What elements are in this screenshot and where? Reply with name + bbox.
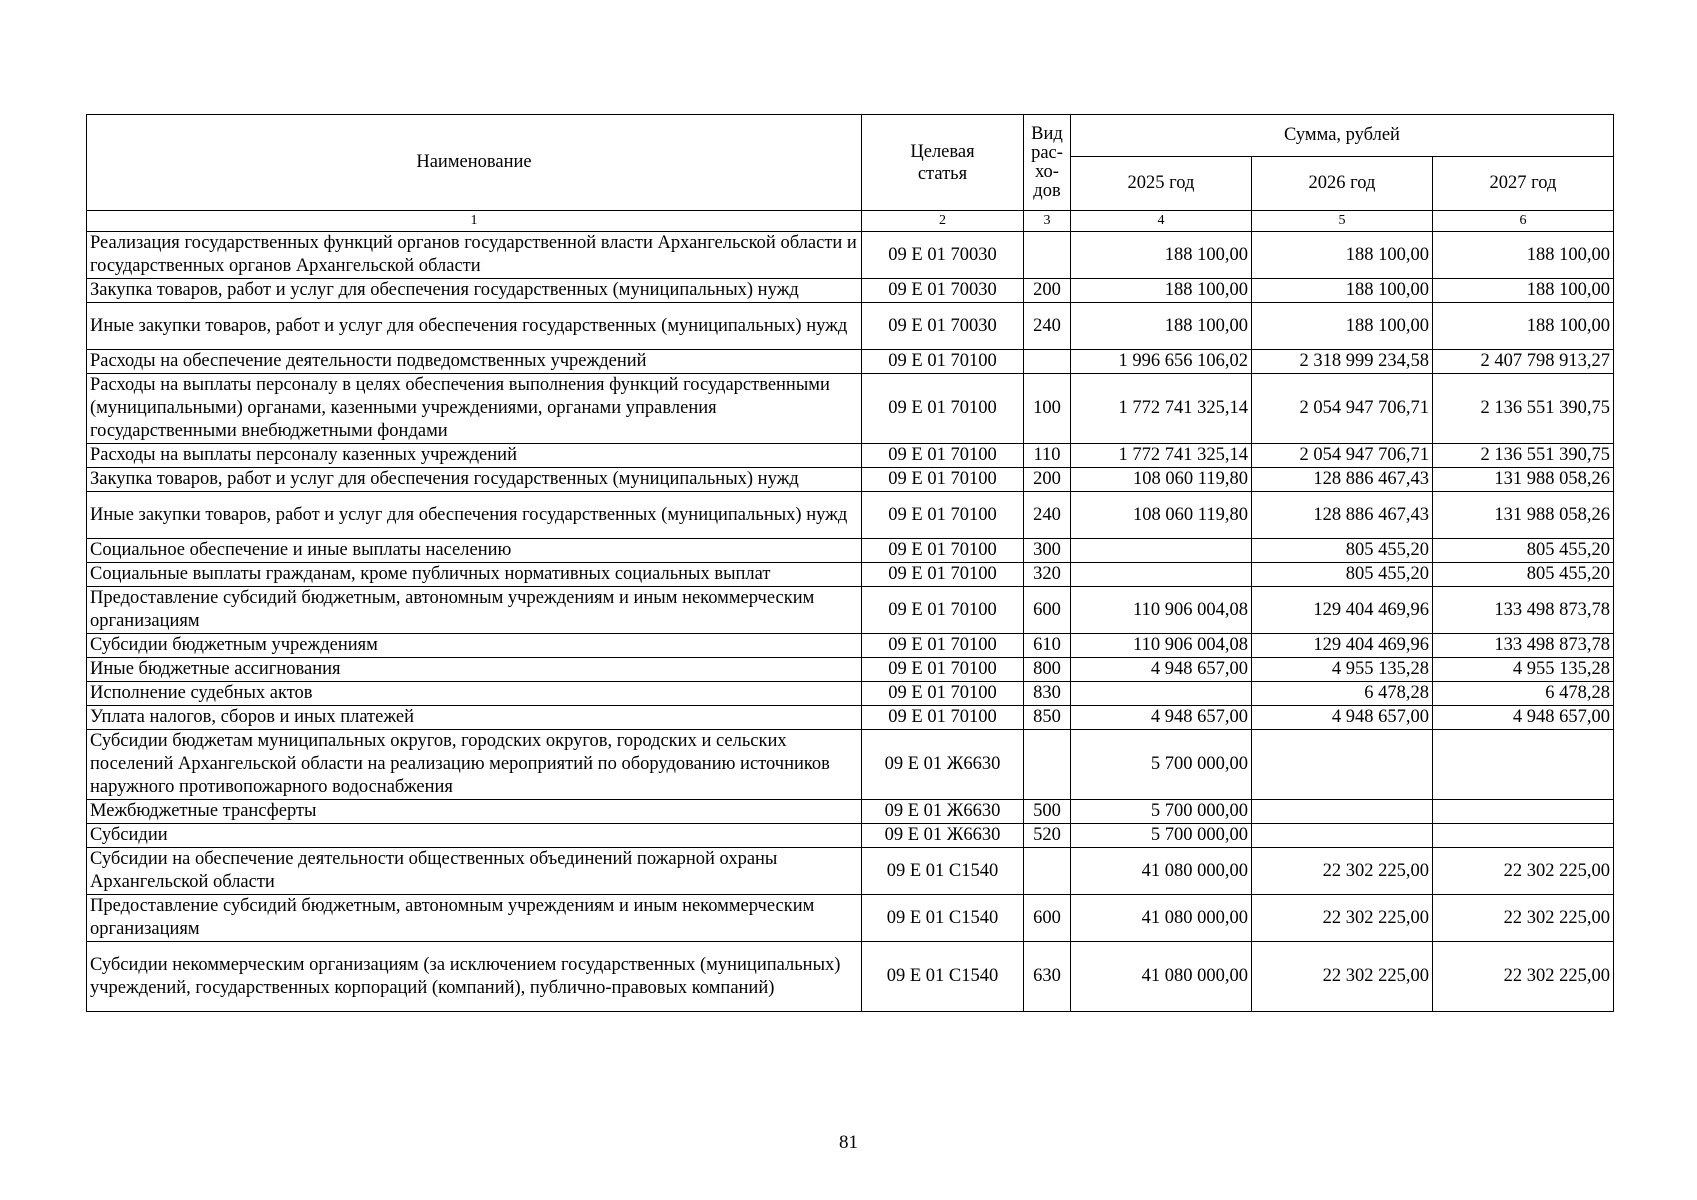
header-target: Целевая статья [862,115,1024,211]
table-row [87,848,1614,895]
row-amount-2025: 110 906 004,08 [1071,587,1252,634]
row-expense-type: 500 [1024,800,1071,824]
row-amount-2027: 131 988 058,26 [1433,468,1614,492]
row-expense-type: 240 [1024,303,1071,350]
row-amount-2026: 22 302 225,00 [1252,895,1433,942]
row-amount-2027: 2 136 551 390,75 [1433,374,1614,444]
row-amount-2027: 131 988 058,26 [1433,492,1614,539]
row-amount-2027: 805 455,20 [1433,563,1614,587]
row-target-code: 09 Е 01 70100 [862,539,1024,563]
row-amount-2026: 2 054 947 706,71 [1252,444,1433,468]
row-expense-type: 600 [1024,587,1071,634]
row-amount-2027: 22 302 225,00 [1433,942,1614,1012]
table-row [87,563,1614,587]
table-body [87,232,1614,1012]
row-amount-2027 [1433,824,1614,848]
row-target-code: 09 Е 01 С1540 [862,895,1024,942]
row-target-code: 09 Е 01 70100 [862,587,1024,634]
row-amount-2027: 188 100,00 [1433,279,1614,303]
row-name: Межбюджетные трансферты [87,800,862,824]
row-amount-2025: 4 948 657,00 [1071,658,1252,682]
row-name: Субсидии некоммерческим организациям (за исключением государственных (муниципальных) учреждений, государственных корпораций (компаний), публично-правовых компаний) [87,942,862,1012]
row-amount-2025: 1 996 656 106,02 [1071,350,1252,374]
row-amount-2027: 4 955 135,28 [1433,658,1614,682]
row-amount-2027: 22 302 225,00 [1433,848,1614,895]
row-amount-2026: 22 302 225,00 [1252,848,1433,895]
row-amount-2025 [1071,563,1252,587]
row-target-code: 09 Е 01 70030 [862,232,1024,279]
row-name: Субсидии бюджетным учреждениям [87,634,862,658]
header-year-2026: 2026 год [1252,157,1433,211]
row-amount-2025: 5 700 000,00 [1071,730,1252,800]
row-name: Расходы на выплаты персоналу в целях обеспечения выполнения функций государственными (муниципальными) органами, казенными учреждениями, органами управления государственными внебюджетными фондами [87,374,862,444]
row-amount-2027: 805 455,20 [1433,539,1614,563]
row-amount-2026: 128 886 467,43 [1252,492,1433,539]
row-expense-type: 200 [1024,468,1071,492]
row-amount-2025: 41 080 000,00 [1071,895,1252,942]
table-row [87,468,1614,492]
row-name: Предоставление субсидий бюджетным, автономным учреждениям и иным некоммерческим организациям [87,895,862,942]
row-expense-type [1024,848,1071,895]
row-expense-type: 610 [1024,634,1071,658]
row-amount-2025 [1071,682,1252,706]
row-expense-type: 110 [1024,444,1071,468]
table-row [87,444,1614,468]
row-target-code: 09 Е 01 70100 [862,682,1024,706]
header-year-2027: 2027 год [1433,157,1614,211]
row-amount-2027: 4 948 657,00 [1433,706,1614,730]
row-target-code: 09 Е 01 70100 [862,563,1024,587]
row-amount-2026: 6 478,28 [1252,682,1433,706]
row-amount-2026: 129 404 469,96 [1252,587,1433,634]
row-name: Закупка товаров, работ и услуг для обеспечения государственных (муниципальных) нужд [87,468,862,492]
row-amount-2025: 4 948 657,00 [1071,706,1252,730]
row-target-code: 09 Е 01 Ж6630 [862,800,1024,824]
header-sum: Сумма, рублей [1071,115,1614,157]
row-name: Социальное обеспечение и иные выплаты населению [87,539,862,563]
table-row [87,895,1614,942]
row-amount-2025: 108 060 119,80 [1071,492,1252,539]
row-target-code: 09 Е 01 70030 [862,303,1024,350]
row-amount-2026 [1252,800,1433,824]
header-name: Наименование [87,115,862,211]
row-expense-type: 800 [1024,658,1071,682]
row-name: Субсидии на обеспечение деятельности общественных объединений пожарной охраны Архангельской области [87,848,862,895]
row-expense-type: 100 [1024,374,1071,444]
row-name: Расходы на обеспечение деятельности подведомственных учреждений [87,350,862,374]
row-amount-2027: 188 100,00 [1433,232,1614,279]
row-amount-2026: 2 318 999 234,58 [1252,350,1433,374]
row-expense-type [1024,232,1071,279]
row-expense-type: 850 [1024,706,1071,730]
row-amount-2026: 805 455,20 [1252,563,1433,587]
row-target-code: 09 Е 01 70100 [862,658,1024,682]
row-target-code: 09 Е 01 70100 [862,634,1024,658]
row-amount-2027: 133 498 873,78 [1433,587,1614,634]
row-amount-2026: 805 455,20 [1252,539,1433,563]
row-amount-2025 [1071,539,1252,563]
row-amount-2027: 2 407 798 913,27 [1433,350,1614,374]
table-row [87,824,1614,848]
row-amount-2026 [1252,730,1433,800]
row-name: Иные закупки товаров, работ и услуг для обеспечения государственных (муниципальных) нужд [87,303,862,350]
row-target-code: 09 Е 01 70030 [862,279,1024,303]
row-name: Реализация государственных функций органов государственной власти Архангельской области и государственных органов Архангельской области [87,232,862,279]
table-row [87,279,1614,303]
row-expense-type: 300 [1024,539,1071,563]
table-row [87,303,1614,350]
column-number: 5 [1252,211,1433,232]
row-expense-type [1024,350,1071,374]
row-target-code: 09 Е 01 70100 [862,492,1024,539]
row-name: Исполнение судебных актов [87,682,862,706]
column-number: 6 [1433,211,1614,232]
row-amount-2027: 22 302 225,00 [1433,895,1614,942]
table-row [87,232,1614,279]
header-year-2025: 2025 год [1071,157,1252,211]
row-name: Социальные выплаты гражданам, кроме публичных нормативных социальных выплат [87,563,862,587]
row-amount-2027: 2 136 551 390,75 [1433,444,1614,468]
header-vid: Вид рас- хо- дов [1024,115,1071,211]
row-amount-2026: 188 100,00 [1252,232,1433,279]
row-name: Субсидии [87,824,862,848]
table-row [87,706,1614,730]
row-target-code: 09 Е 01 70100 [862,444,1024,468]
row-name: Предоставление субсидий бюджетным, автономным учреждениям и иным некоммерческим организациям [87,587,862,634]
row-target-code: 09 Е 01 70100 [862,350,1024,374]
row-name: Уплата налогов, сборов и иных платежей [87,706,862,730]
table-row [87,374,1614,444]
row-amount-2025: 1 772 741 325,14 [1071,374,1252,444]
row-amount-2025: 188 100,00 [1071,303,1252,350]
row-target-code: 09 Е 01 С1540 [862,942,1024,1012]
table-row [87,800,1614,824]
row-name: Иные бюджетные ассигнования [87,658,862,682]
row-expense-type: 830 [1024,682,1071,706]
row-expense-type: 240 [1024,492,1071,539]
row-amount-2026: 188 100,00 [1252,279,1433,303]
table-row [87,539,1614,563]
column-number: 1 [87,211,862,232]
row-expense-type: 520 [1024,824,1071,848]
row-amount-2026: 188 100,00 [1252,303,1433,350]
row-expense-type: 630 [1024,942,1071,1012]
row-amount-2025: 5 700 000,00 [1071,800,1252,824]
table-row [87,682,1614,706]
page-number: 81 [839,1132,858,1153]
row-target-code: 09 Е 01 70100 [862,374,1024,444]
row-name: Расходы на выплаты персоналу казенных учреждений [87,444,862,468]
column-number: 4 [1071,211,1252,232]
row-name: Закупка товаров, работ и услуг для обеспечения государственных (муниципальных) нужд [87,279,862,303]
budget-table [86,114,1614,1012]
row-amount-2025: 188 100,00 [1071,232,1252,279]
row-amount-2026: 4 955 135,28 [1252,658,1433,682]
row-amount-2027 [1433,800,1614,824]
table-row [87,587,1614,634]
row-amount-2027: 133 498 873,78 [1433,634,1614,658]
row-amount-2025: 108 060 119,80 [1071,468,1252,492]
column-number-row [87,211,1614,232]
row-amount-2026: 2 054 947 706,71 [1252,374,1433,444]
row-amount-2025: 5 700 000,00 [1071,824,1252,848]
row-name: Субсидии бюджетам муниципальных округов, городских округов, городских и сельских поселений Архангельской области на реализацию мероприятий по оборудованию источников наружного противопожарного водоснабжения [87,730,862,800]
row-amount-2027: 6 478,28 [1433,682,1614,706]
row-amount-2026: 129 404 469,96 [1252,634,1433,658]
row-target-code: 09 Е 01 70100 [862,706,1024,730]
row-amount-2026: 22 302 225,00 [1252,942,1433,1012]
row-target-code: 09 Е 01 Ж6630 [862,824,1024,848]
table-row [87,350,1614,374]
row-amount-2025: 1 772 741 325,14 [1071,444,1252,468]
row-expense-type: 200 [1024,279,1071,303]
row-amount-2026 [1252,824,1433,848]
row-target-code: 09 Е 01 Ж6630 [862,730,1024,800]
row-amount-2026: 4 948 657,00 [1252,706,1433,730]
row-expense-type: 600 [1024,895,1071,942]
table-row [87,658,1614,682]
row-target-code: 09 Е 01 70100 [862,468,1024,492]
row-amount-2025: 188 100,00 [1071,279,1252,303]
row-amount-2027: 188 100,00 [1433,303,1614,350]
row-amount-2025: 41 080 000,00 [1071,848,1252,895]
row-target-code: 09 Е 01 С1540 [862,848,1024,895]
table-row [87,730,1614,800]
table-row [87,634,1614,658]
table-row [87,942,1614,1012]
column-number: 2 [862,211,1024,232]
column-number: 3 [1024,211,1071,232]
row-expense-type [1024,730,1071,800]
row-amount-2025: 41 080 000,00 [1071,942,1252,1012]
row-expense-type: 320 [1024,563,1071,587]
table-row [87,492,1614,539]
row-amount-2027 [1433,730,1614,800]
row-name: Иные закупки товаров, работ и услуг для обеспечения государственных (муниципальных) нужд [87,492,862,539]
row-amount-2026: 128 886 467,43 [1252,468,1433,492]
row-amount-2025: 110 906 004,08 [1071,634,1252,658]
